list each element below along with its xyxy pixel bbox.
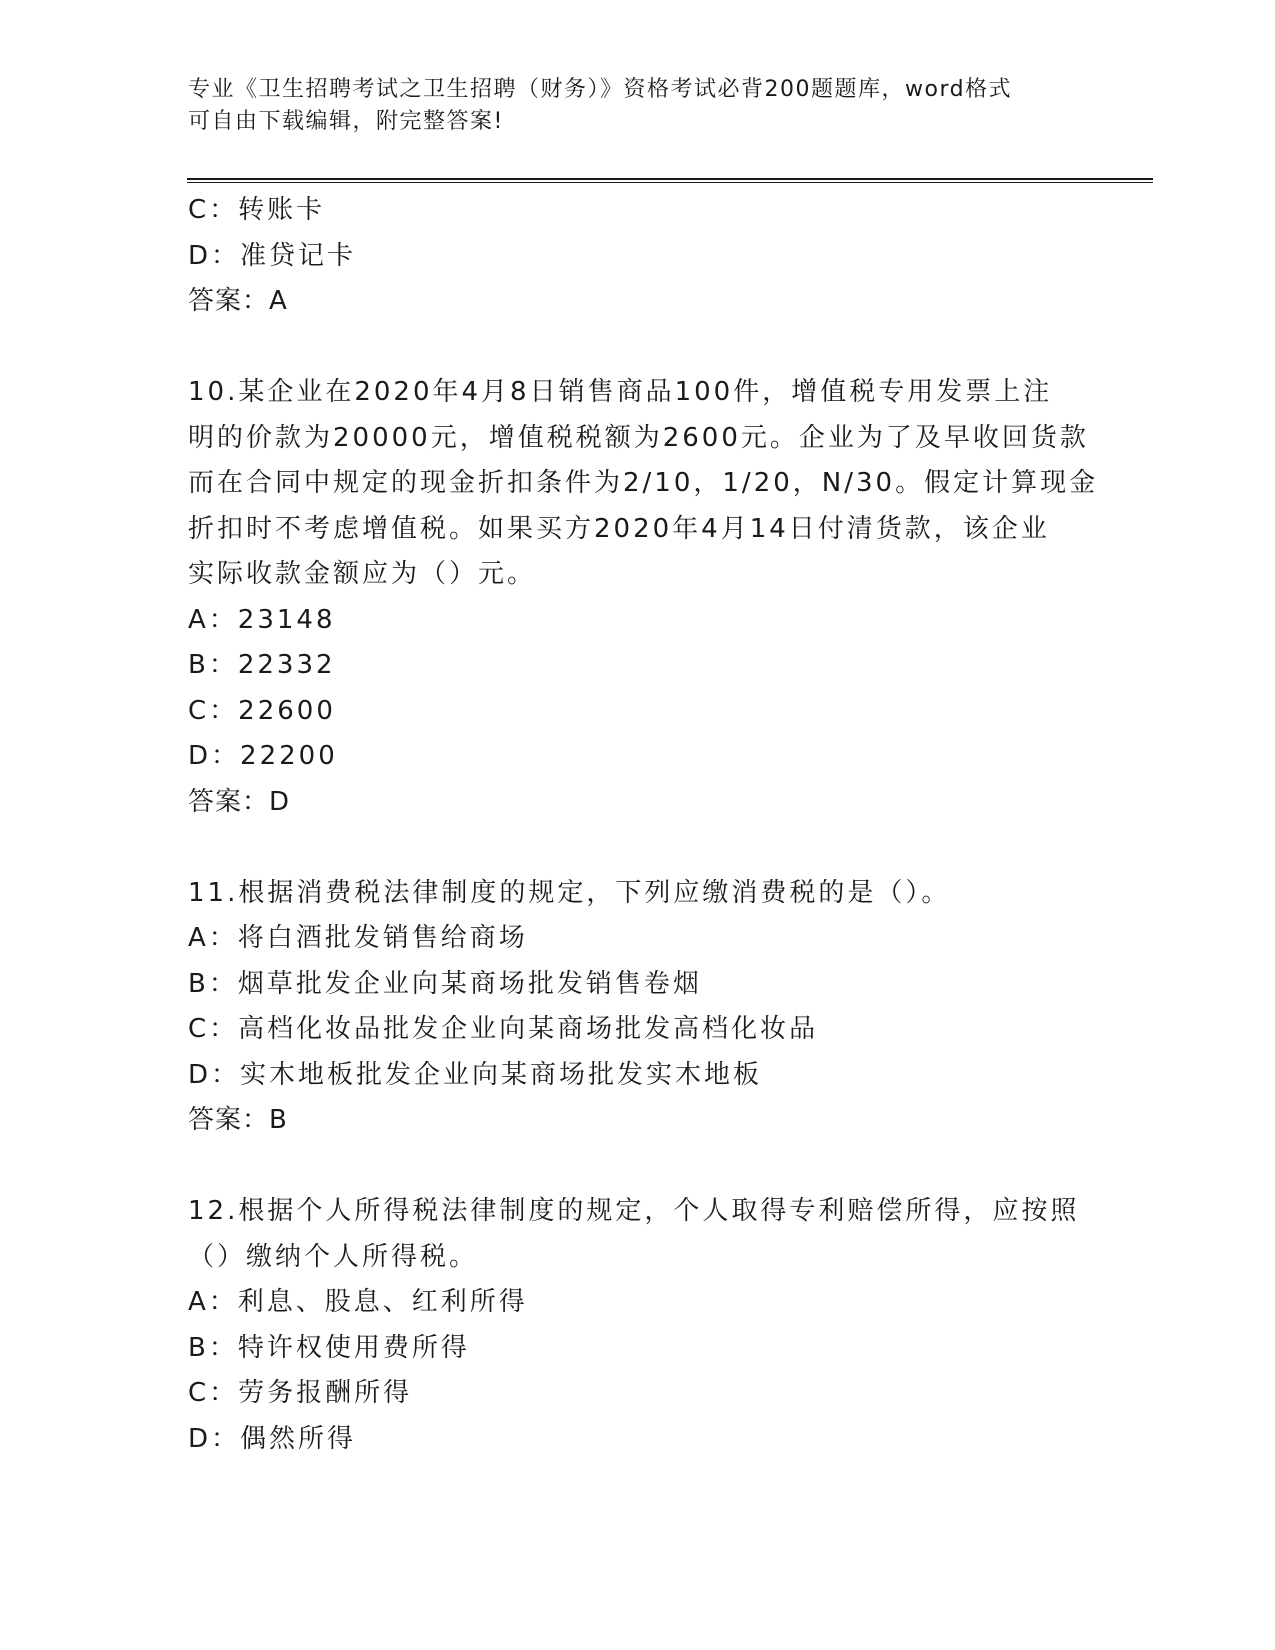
option-b [188, 643, 1088, 689]
option-b [188, 1326, 1088, 1372]
option-c [188, 1371, 1088, 1417]
spacer [188, 325, 1088, 371]
option-text: 特许权使用费所得 [237, 1332, 470, 1363]
option-text: 23148 [237, 604, 336, 635]
option-text: 烟草批发企业向某商场批发销售卷烟 [237, 968, 702, 999]
spacer [188, 825, 1088, 871]
answer: 答案：A [188, 286, 288, 316]
header-divider-thick [187, 178, 1153, 180]
header-line-2: 可自由下载编辑，附完整答案! [188, 109, 504, 134]
option-text: 22332 [237, 650, 336, 680]
option-a [188, 598, 1088, 644]
question-partial [188, 188, 1088, 325]
question-stem-line: 10.某企业在2020年4月8日销售商品100件，增值税专用发票上注 [188, 377, 1053, 407]
option-label: D： [188, 1059, 241, 1090]
option-a [188, 916, 1088, 962]
option-text: 准贷记卡 [240, 240, 357, 271]
question-stem-line: （）缴纳个人所得税。 [188, 1241, 479, 1272]
option-label: A： [188, 1287, 238, 1317]
question-stem-line: 12.根据个人所得税法律制度的规定，个人取得专利赔偿所得，应按照 [188, 1196, 1080, 1226]
option-b [188, 962, 1088, 1008]
question-stem-line: 11.根据消费税法律制度的规定，下列应缴消费税的是（）。 [188, 877, 951, 908]
question-stem-line: 明的价款为20000元，增值税税额为2600元。企业为了及早收回货款 [188, 422, 1089, 453]
answer: 答案：D [188, 786, 291, 817]
spacer [188, 1144, 1088, 1190]
option-label: A： [188, 604, 238, 635]
option-text: 实木地板批发企业向某商场批发实木地板 [240, 1059, 763, 1090]
option-text: 偶然所得 [240, 1423, 357, 1454]
option-label: C： [188, 695, 239, 726]
question-11 [188, 871, 1088, 1144]
option-label: B： [188, 1332, 238, 1363]
option-label: C： [188, 1378, 239, 1408]
option-label: D： [188, 240, 241, 271]
header-divider-thin [187, 182, 1153, 183]
option-c [188, 188, 1088, 234]
option-d [188, 734, 1088, 780]
question-10 [188, 370, 1099, 825]
option-text: 利息、股息、红利所得 [237, 1287, 528, 1317]
option-label: B： [188, 650, 238, 680]
document-header [188, 74, 1088, 138]
option-text: 高档化妆品批发企业向某商场批发高档化妆品 [238, 1014, 819, 1044]
option-label: D： [188, 1423, 241, 1454]
option-c [188, 1007, 1088, 1053]
option-text: 转账卡 [238, 195, 326, 225]
option-d [188, 234, 1088, 280]
question-stem-line: 折扣时不考虑增值税。如果买方2020年4月14日付清货款，该企业 [188, 513, 1050, 544]
option-c [188, 689, 1088, 735]
option-label: A： [188, 923, 238, 953]
option-label: C： [188, 1014, 239, 1044]
option-label: C： [188, 195, 239, 225]
question-stem-line: 而在合同中规定的现金折扣条件为2/10，1/20，N/30。假定计算现金 [188, 468, 1099, 498]
option-text: 劳务报酬所得 [238, 1378, 413, 1408]
option-a [188, 1280, 1088, 1326]
question-12 [188, 1189, 1088, 1462]
option-text: 22200 [240, 741, 338, 771]
option-label: B： [188, 968, 238, 999]
header-line-1: 专业《卫生招聘考试之卫生招聘（财务）》资格考试必背200题题库，word格式 [188, 77, 1013, 102]
question-list [188, 188, 1099, 1462]
option-label: D： [188, 741, 241, 771]
option-text: 22600 [238, 695, 336, 726]
answer: 答案：B [188, 1105, 288, 1135]
option-text: 将白酒批发销售给商场 [237, 923, 528, 953]
option-d [188, 1417, 1088, 1463]
question-stem-line: 实际收款金额应为（）元。 [188, 559, 537, 589]
option-d [188, 1053, 1088, 1099]
